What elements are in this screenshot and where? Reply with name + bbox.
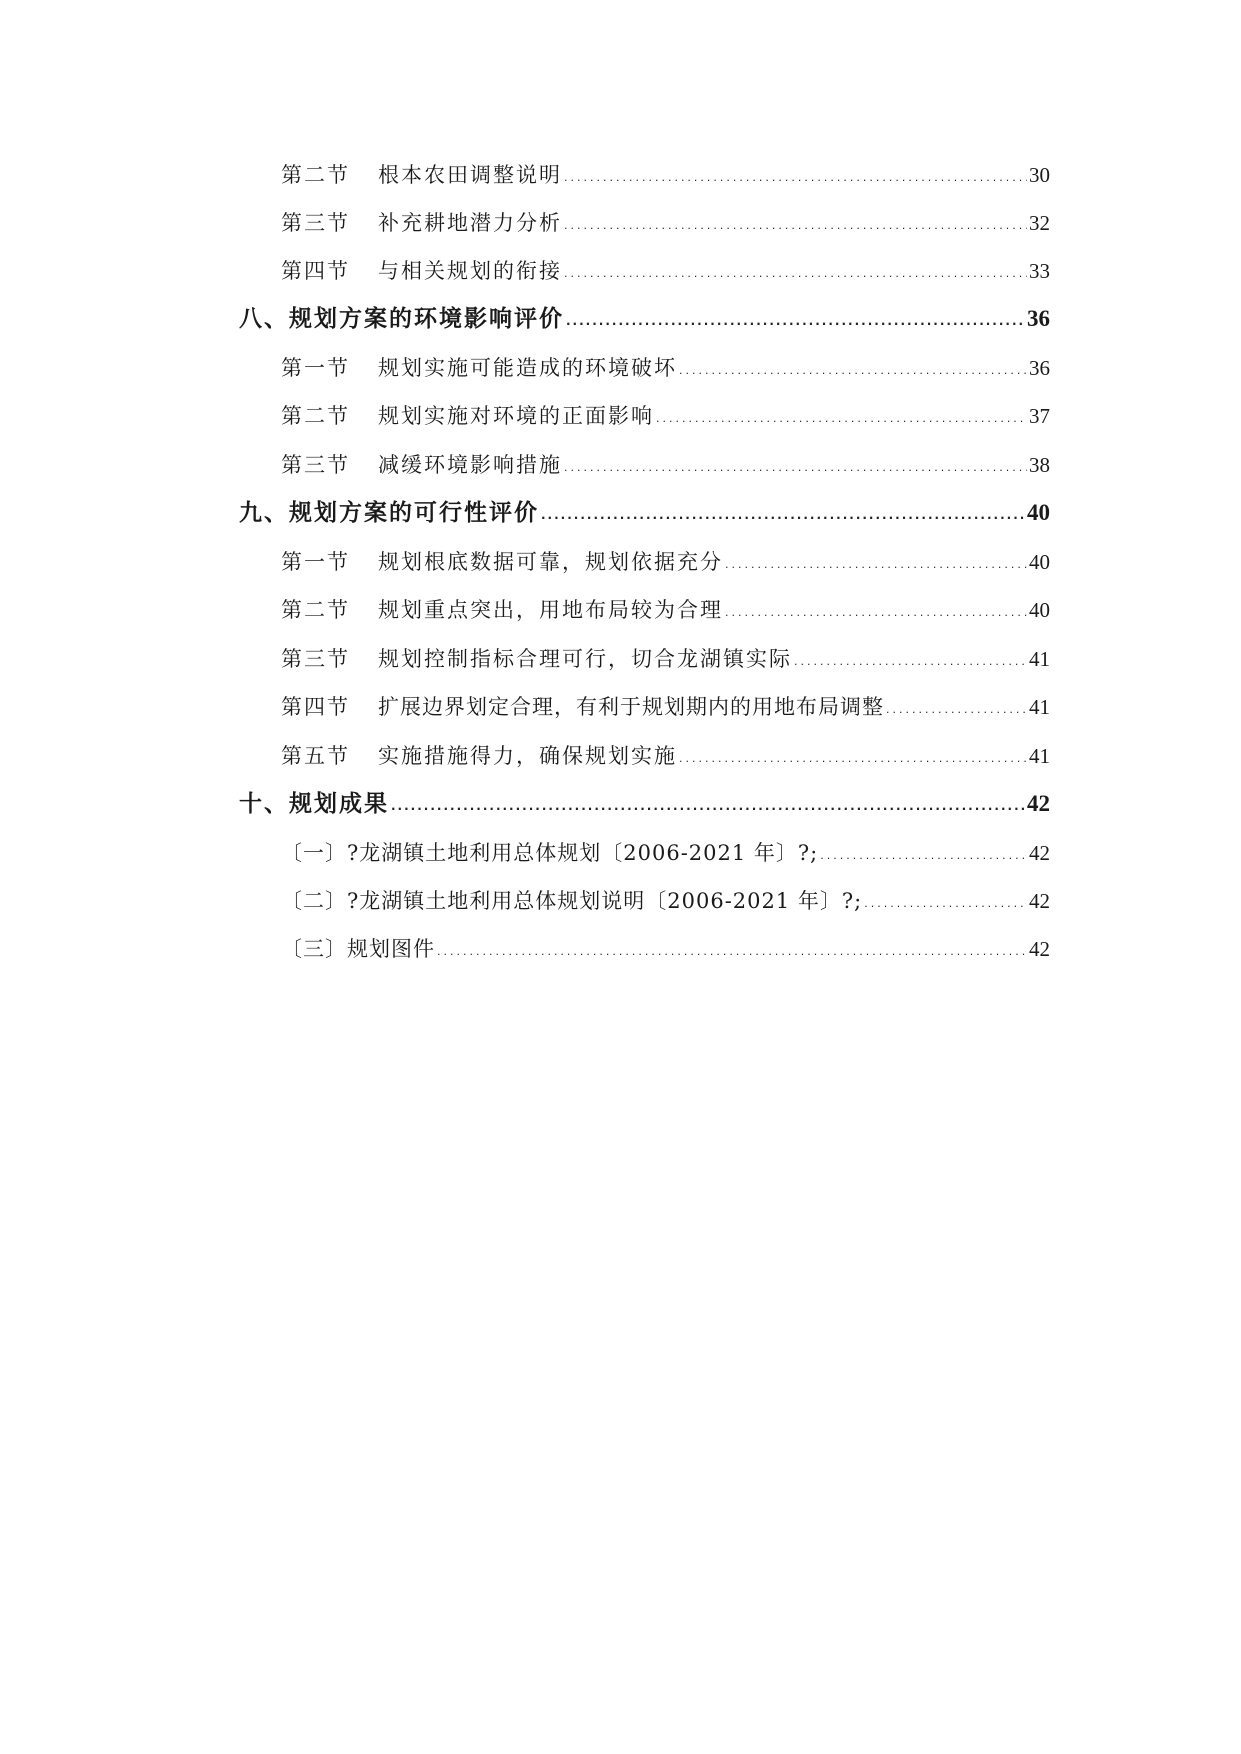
toc-entry[interactable] — [281, 207, 1050, 239]
toc-section-number: 第二节 — [281, 404, 350, 428]
toc-entry-title: 规划重点突出，用地布局较为合理 — [378, 598, 723, 622]
toc-page-number: 32 — [1029, 211, 1050, 235]
dot-leader — [564, 258, 1027, 290]
toc-entry[interactable] — [281, 255, 1050, 287]
toc-chapter-entry[interactable] — [239, 497, 1050, 529]
toc-page-number: 41 — [1029, 647, 1050, 671]
toc-page-number: 41 — [1029, 744, 1050, 768]
toc-entry-title: 规划实施对环境的正面影响 — [378, 404, 654, 428]
toc-section-number: 第一节 — [281, 356, 350, 380]
toc-entry-title: 扩展边界划定合理，有利于规划期内的用地布局调整 — [378, 695, 884, 719]
toc-section-number: 第三节 — [281, 453, 350, 477]
toc-entry-title: 减缓环境影响措施 — [378, 453, 562, 477]
toc-page-number: 36 — [1029, 356, 1050, 380]
toc-entry[interactable] — [281, 885, 1050, 917]
toc-entry-title: 实施措施得力，确保规划实施 — [378, 744, 677, 768]
toc-page-number: 37 — [1029, 404, 1050, 428]
toc-section-number: 第二节 — [281, 598, 350, 622]
dot-leader — [437, 936, 1027, 968]
toc-entry[interactable] — [281, 159, 1050, 191]
dot-leader — [541, 499, 1025, 531]
dot-leader — [725, 597, 1027, 629]
toc-page-number: 42 — [1029, 841, 1050, 865]
toc-entry-title: 规划根底数据可靠，规划依据充分 — [378, 550, 723, 574]
toc-entry-title: 根本农田调整说明 — [378, 163, 562, 187]
dot-leader — [564, 452, 1027, 484]
toc-section-number: 第四节 — [281, 259, 350, 283]
dot-leader — [564, 162, 1027, 194]
dot-leader — [391, 790, 1025, 822]
toc-entry[interactable] — [281, 400, 1050, 432]
toc-entry[interactable] — [281, 691, 1050, 723]
toc-entry-title: 补充耕地潜力分析 — [378, 211, 562, 235]
toc-entry-title: 规划实施可能造成的环境破坏 — [378, 356, 677, 380]
toc-entry-title: 与相关规划的衔接 — [378, 259, 562, 283]
toc-entry[interactable] — [281, 546, 1050, 578]
toc-page-number: 42 — [1027, 791, 1050, 816]
toc-page-number: 40 — [1029, 598, 1050, 622]
dot-leader — [564, 210, 1027, 242]
dot-leader — [679, 355, 1027, 387]
toc-section-number: 第三节 — [281, 211, 350, 235]
dot-leader — [566, 305, 1025, 337]
toc-page-number: 41 — [1029, 695, 1050, 719]
toc-entry[interactable] — [281, 352, 1050, 384]
toc-chapter-title: 十、规划成果 — [239, 790, 389, 817]
toc-entry-title: 规划控制指标合理可行，切合龙湖镇实际 — [378, 647, 792, 671]
toc-page-number: 38 — [1029, 453, 1050, 477]
toc-entry[interactable] — [281, 740, 1050, 772]
toc-section-number: 第一节 — [281, 550, 350, 574]
toc-section-number: 第二节 — [281, 163, 350, 187]
dot-leader — [886, 694, 1027, 726]
dot-leader — [820, 840, 1027, 872]
toc-page-number: 42 — [1029, 937, 1050, 961]
toc-page-number: 33 — [1029, 259, 1050, 283]
dot-leader — [864, 888, 1027, 920]
toc-entry[interactable] — [281, 594, 1050, 626]
toc-chapter-entry[interactable] — [239, 303, 1050, 335]
toc-page-number: 36 — [1027, 306, 1050, 331]
toc-page-number: 30 — [1029, 163, 1050, 187]
toc-page-number: 40 — [1029, 550, 1050, 574]
toc-page-number: 40 — [1027, 500, 1050, 525]
toc-entry[interactable] — [281, 449, 1050, 481]
toc-entry[interactable] — [281, 933, 1050, 965]
toc-page-number: 42 — [1029, 889, 1050, 913]
toc-section-number: 第四节 — [281, 695, 350, 719]
dot-leader — [679, 743, 1027, 775]
dot-leader — [794, 646, 1027, 678]
toc-chapter-entry[interactable] — [239, 788, 1050, 820]
toc-chapter-title: 九、规划方案的可行性评价 — [239, 499, 539, 526]
toc-entry[interactable] — [281, 837, 1050, 869]
toc-entry-title: 〔二〕?龙湖镇土地利用总体规划说明〔2006-2021 年〕?; — [281, 889, 863, 913]
toc-section-number: 第三节 — [281, 647, 350, 671]
toc-chapter-title: 八、规划方案的环境影响评价 — [239, 305, 564, 332]
toc-entry-title: 〔一〕?龙湖镇土地利用总体规划〔2006-2021 年〕?; — [281, 841, 819, 865]
toc-entry-title: 〔三〕规划图件 — [281, 937, 435, 961]
toc-entry[interactable] — [281, 643, 1050, 675]
dot-leader — [725, 549, 1027, 581]
toc-section-number: 第五节 — [281, 744, 350, 768]
dot-leader — [656, 403, 1027, 435]
